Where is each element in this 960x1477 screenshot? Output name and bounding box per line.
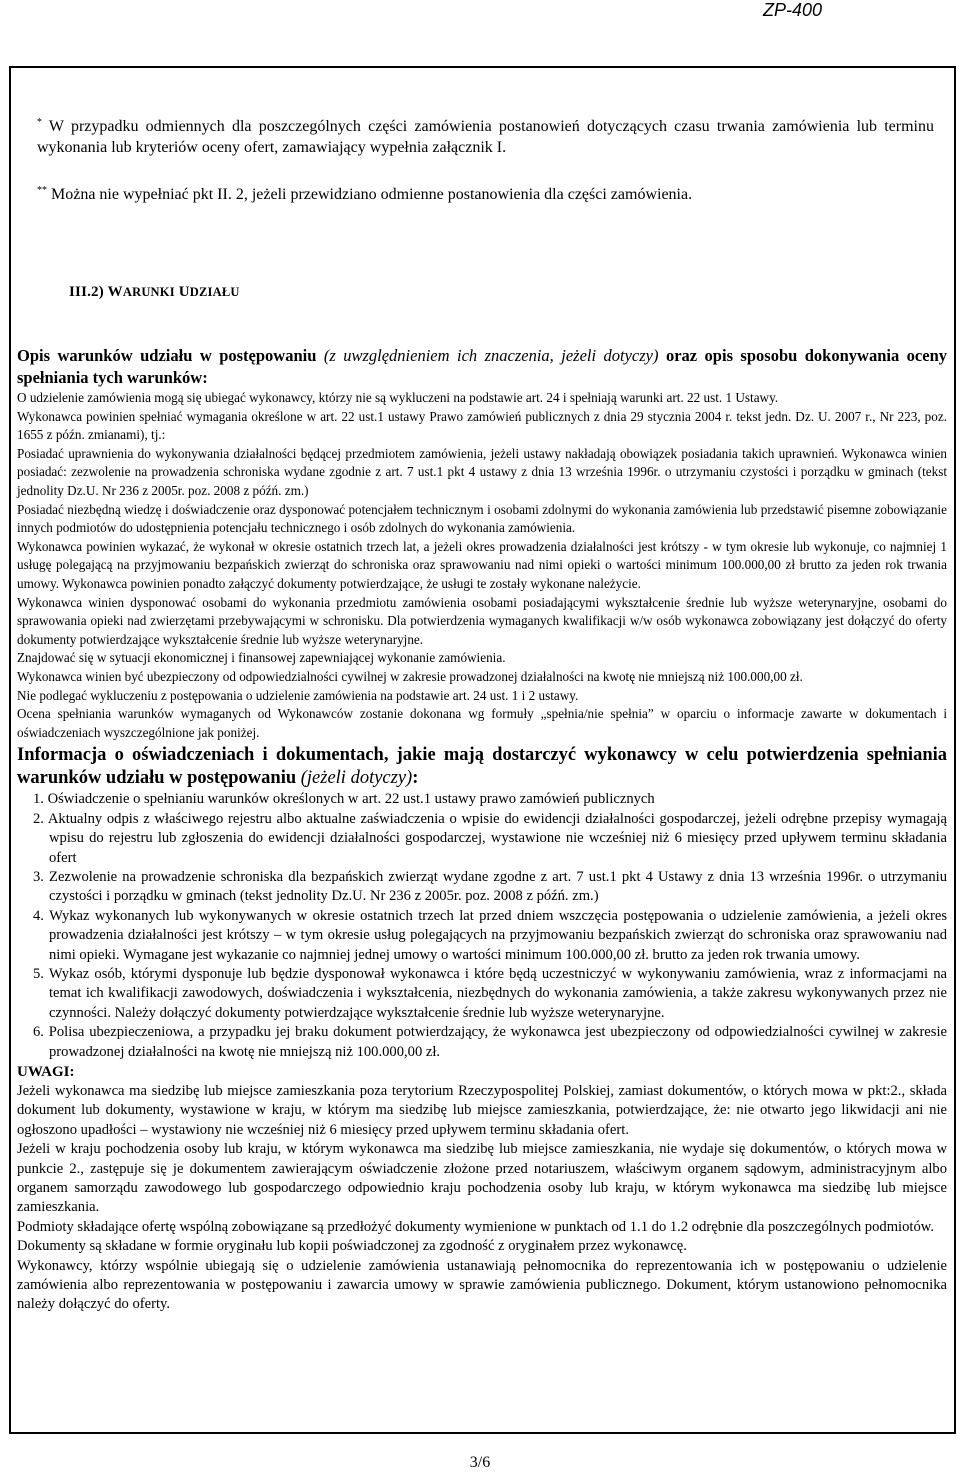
list-item: 1. Oświadczenie o spełnianiu warunków określonych w art. 22 ust.1 ustawy prawo zamówień publicznych <box>33 791 655 808</box>
section-number: III.2) <box>69 284 104 300</box>
main-content <box>17 345 947 1315</box>
conditions-paragraph: Znajdować się w sytuacji ekonomicznej i finansowej zapewniającej wykonanie zamówienia. <box>17 650 506 666</box>
info-heading-italic: (jeżeli dotyczy) <box>300 768 413 789</box>
conditions-paragraph: Wykonawca winien być ubezpieczony od odpowiedzialności cywilnej w zakresie prowadzonej działalności na kwotę nie mniejszą niż 100.000,00 zł. <box>17 668 803 684</box>
section-title-arunki: ARUNKI <box>122 285 175 299</box>
info-heading-bold: Informacja o oświadczeniach i dokumentach, jakie mają dostarczyć wykonawcy w celu potwierdzenia spełniania warunków udziału w postępowaniu <box>17 745 947 789</box>
notes-paragraph: Jeżeli wykonawca ma siedzibę lub miejsce zamieszkania poza terytorium Rzeczypospolitej Polskiej, zamiast dokumentów, o których mowa w pkt:2., składa dokument lub dokumenty, wystawione w kraju, w którym ma siedzibę lub miejsce zamieszkania, potwierdzające, że: nie otwarto jego likwidacji ani nie ogłoszono upadłości – wystawiony nie wcześniej niż 6 miesięcy przed upływem terminu składania ofert. <box>17 1082 947 1138</box>
footnote-1-mark: * <box>37 117 42 128</box>
list-item: 6. Polisa ubezpieczeniowa, a przypadku jej braku dokument potwierdzający, że wykonawca jest ubezpieczony od odpowiedzialności cywilnej w zakresie prowadzonej działalności na kwotę nie mniejszą niż 100.000,00 zł. <box>33 1024 947 1060</box>
conditions-body <box>17 389 947 742</box>
section-title-w: W <box>107 284 123 300</box>
footnote-2-text: Można nie wypełniać pkt II. 2, jeżeli przewidziano odmienne postanowienia dla części zamówienia. <box>51 186 693 203</box>
list-item: 3. Zezwolenie na prowadzenie schroniska dla bezpańskich zwierząt wydane zgodne z art. 7 ust.1 pkt 4 Ustawy z dnia 13 września 1996r. o utrzymaniu czystości i porządku w gminach (tekst jednolity Dz.U. Nr 236 z 2005r. poz. 2008 z późń. zm.) <box>33 868 947 905</box>
footnote-2 <box>37 184 934 205</box>
section-title-u: U <box>178 284 190 300</box>
page-header <box>0 0 960 46</box>
form-code: ZP-400 <box>762 0 822 20</box>
conditions-heading-bold1: Opis warunków udziału w postępowaniu <box>17 346 317 365</box>
notes-paragraph: Dokumenty są składane w formie oryginału lub kopii poświadczonej za zgodność z oryginałem przez wykonawcę. <box>17 1238 687 1255</box>
section-title <box>69 284 240 301</box>
info-heading-colon: : <box>412 768 419 789</box>
conditions-paragraph: Ocena spełniania warunków wymaganych od Wykonawców zostanie dokonana wg formuły „spełnia/nie spełnia” w oparciu o informacje zawarte w dokumentach i oświadczeniach wyszczególnione jak poniżej. <box>17 706 947 740</box>
conditions-heading <box>17 345 947 389</box>
page-number: 3/6 <box>469 1454 491 1471</box>
conditions-paragraph: Posiadać uprawnienia do wykonywania działalności będącej przedmiotem zamówienia, jeżeli ustawy nakładają obowiązek posiadania takich uprawnień. Wykonawca winien posiadać: zezwolenie na prowadzenia schroniska wydane zgodnie z art. 7 ust.1 pkt 4 ustawy z dnia 13 września 1996r. o utrzymaniu czystości i porządku w gminach (tekst jednolity Dz.U. Nr 236 z 2005r. poz. 2008 z późń. zm.) <box>17 445 947 498</box>
notes-paragraph: Wykonawcy, którzy wspólnie ubiegają się o udzielenie zamówienia ustanawiają pełnomocnika do reprezentowania ich w postępowaniu o udzielenie zamówienia albo reprezentowania w postępowaniu i zawarcia umowy w sprawie zamówienia publicznego. Dokument, którym ustanowiono pełnomocnika należy dołączyć do oferty. <box>17 1257 947 1313</box>
section-title-dzialu: DZIAŁU <box>189 285 240 299</box>
conditions-paragraph: Wykonawca powinien spełniać wymagania określone w art. 22 ust.1 ustawy Prawo zamówień publicznych z dnia 29 stycznia 2004 r. tekst jedn. Dz. U. 2007 r., Nr 223, poz. 1655 z późn. zmianami), tj.: <box>17 408 947 443</box>
conditions-heading-italic: (z uwzględnieniem ich znaczenia, jeżeli dotyczy) <box>323 346 659 365</box>
conditions-paragraph: Nie podlegać wykluczeniu z postępowania o udzielenie zamówienia na podstawie art. 24 ust. 1 i 2 ustawy. <box>17 687 579 703</box>
conditions-paragraph: O udzielenie zamówienia mogą się ubiegać wykonawcy, którzy nie są wykluczeni na podstawie art. 24 i spełniają warunki art. 22 ust. 1 Ustawy. <box>17 390 779 405</box>
footnote-1-text: W przypadku odmiennych dla poszczególnych części zamówienia postanowień dotyczących czasu trwania zamówienia lub terminu wykonania lub kryteriów oceny ofert, zamawiający wypełnia załącznik I. <box>37 118 934 156</box>
notes-paragraph: Podmioty składające ofertę wspólną zobowiązane są przedłożyć dokumenty wymienione w punktach od 1.1 do 1.2 odrębnie dla poszczególnych podmiotów. <box>17 1218 934 1235</box>
notes-body <box>17 1082 947 1315</box>
notes-paragraph: Jeżeli w kraju pochodzenia osoby lub kraju, w którym wykonawca ma siedzibę lub miejsce zamieszkania, nie wydaje się dokumentów, o których mowa w punkcie 2., zastępuje się je dokumentem zawierającym oświadczenie złożone przed notariuszem, właściwym organem sądowym, administracyjnym albo organem samorządu zawodowego lub gospodarczego odpowiednio kraju pochodzenia osoby lub kraju, w którym wykonawca ma siedzibę lub miejsce zamieszkania. <box>17 1141 947 1216</box>
conditions-heading-bold2: oraz opis sposobu dokonywania oceny spełniania tych warunków: <box>17 346 947 387</box>
list-item: 2. Aktualny odpis z właściwego rejestru albo aktualne zaświadczenia o wpisie do ewidencji działalności gospodarczej, jeżeli odrębne przepisy wymagają wpisu do rejestru lub zgłoszenia do ewidencji działalności gospodarczej, wystawione nie wcześniej niż 6 miesięcy przed upływem terminu składania ofert <box>33 810 947 866</box>
documents-list <box>17 790 947 1062</box>
info-heading <box>17 744 947 790</box>
list-item: 5. Wykaz osób, którymi dysponuje lub będzie dysponował wykonawca i które będą uczestniczyć w wykonywaniu zamówienia, wraz z informacjami na temat ich kwalifikacji zawodowych, doświadczenia i wykształcenia, niezbędnych do wykonania zamówienia, a także zakresu wykonywanych przez nie czynności. Należy dołączyć dokumenty potwierdzające wykształcenie średnie lub wyższe weterynaryjne. <box>33 965 947 1021</box>
footnote-1 <box>37 116 934 158</box>
footnote-2-mark: ** <box>37 185 47 196</box>
conditions-paragraph: Wykonawca winien dysponować osobami do wykonania przedmiotu zamówienia osobami posiadającymi wykształcenie średnie lub wyższe weterynaryjne, osobami do sprawowania opieki nad zwierzętami przebywającymi w schronisku. Dla potwierdzenia wymaganych kwalifikacji w/w osób wykonawca zobowiązany jest dołączyć do oferty dokumenty potwierdzające wykształcenie średnie lub wyższe weterynaryjne. <box>17 594 947 647</box>
conditions-paragraph: Posiadać niezbędną wiedzę i doświadczenie oraz dysponować potencjałem technicznym i osobami zdolnymi do wykonania zamówienia lub przedstawić pisemne zobowiązanie innych podmiotów do udostępnienia potencjału technicznego i osób zdolnych do wykonania zamówienia. <box>17 501 947 536</box>
conditions-paragraph: Wykonawca powinien wykazać, że wykonał w okresie ostatnich trzech lat, a jeżeli okres prowadzenia działalności jest krótszy - w tym okresie lub wykonuje, co najmniej 1 usługę polegającą na przyjmowaniu bezpańskich zwierząt do schroniska oraz sprawowaniu nad nimi opieki o wartości minimum 100.000,00 zł brutto za jeden rok trwania umowy. Wykonawca powinien ponadto załączyć dokumenty potwierdzające, że usługi te zostały wykonane należycie. <box>17 538 947 591</box>
notes-title: UWAGI: <box>17 1063 75 1080</box>
list-item: 4. Wykaz wykonanych lub wykonywanych w okresie ostatnich trzech lat przed dniem wszczęcia postępowania o udzielenie zamówienia, a jeżeli okres prowadzenia działalności jest krótszy – w tym okresie usług polegających na przyjmowaniu bezpańskich zwierząt do schroniska oraz sprawowaniu nad nimi opieki. Wymagane jest wykazanie co najmniej jednej umowy o wartości minimum 100.000,00 zł. brutto za jeden rok trwania umowy. <box>33 907 947 963</box>
